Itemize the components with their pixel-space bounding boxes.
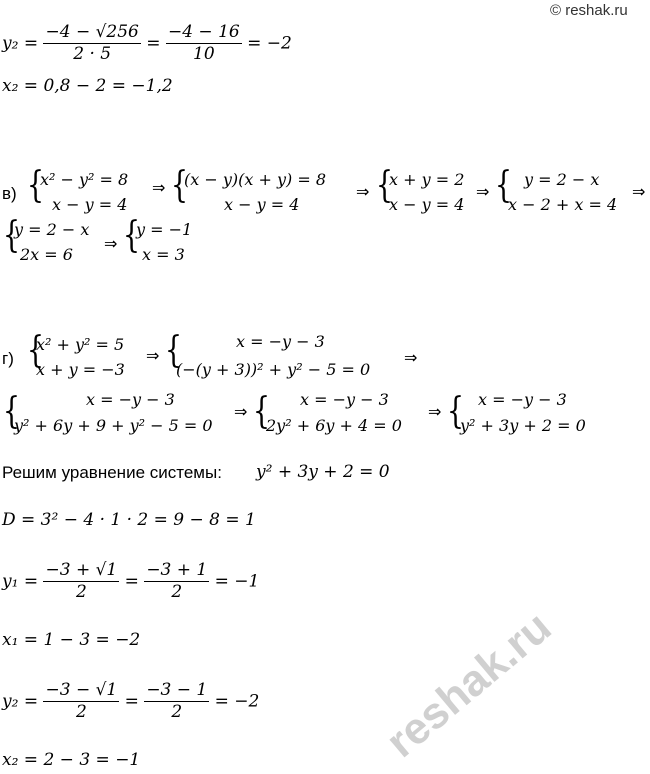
system-line: y = 2 − x	[524, 170, 600, 189]
system-line: x − 2 + x = 4	[508, 195, 618, 214]
system-line: x − y = 4	[224, 195, 300, 214]
part-g-label: г)	[2, 349, 14, 368]
brace: {	[2, 215, 21, 256]
y2-frac2-num: −4 − 16	[166, 22, 242, 44]
y2b-frac2	[144, 680, 209, 724]
solve-equation: y² + 3y + 2 = 0	[256, 462, 390, 482]
brace: {	[26, 165, 45, 206]
system-line: (−(y + 3))² + y² − 5 = 0	[176, 360, 371, 379]
y1-frac1-den: 2	[75, 582, 87, 603]
system-line: x = −y − 3	[300, 390, 389, 409]
y2-eq: =	[146, 33, 161, 54]
system-line: x + y = −3	[36, 360, 125, 379]
x1-line: x₁ = 1 − 3 = −2	[2, 630, 141, 650]
brace: {	[375, 165, 394, 206]
brace: {	[122, 215, 141, 256]
y1-frac2-den: 2	[171, 582, 183, 603]
y2b-frac2-den: 2	[171, 702, 183, 723]
brace: {	[2, 391, 21, 432]
implies-arrow: ⇒	[152, 178, 166, 197]
y1-lhs: y₁ =	[2, 571, 39, 592]
brace: {	[170, 165, 189, 206]
implies-arrow: ⇒	[632, 182, 646, 201]
y2-result: = −2	[247, 33, 292, 54]
brace: {	[494, 165, 513, 206]
y1-line: y₁ = $\frac{-3 + √1}{2}$ = $\frac{-3 + 1}{2}$ = −1	[2, 560, 260, 603]
implies-arrow: ⇒	[234, 402, 248, 421]
y2b-lhs: y₂ =	[2, 691, 39, 712]
x2-line-bottom: x₂ = 2 − 3 = −1	[2, 750, 141, 770]
system-line: x² − y² = 8	[40, 170, 129, 189]
y2-frac1	[43, 22, 140, 66]
y1-frac2-num: −3 + 1	[144, 560, 209, 582]
implies-arrow: ⇒	[356, 182, 370, 201]
system-line: 2y² + 6y + 4 = 0	[266, 416, 402, 435]
implies-arrow: ⇒	[428, 402, 442, 421]
implies-arrow: ⇒	[104, 234, 118, 253]
system-line: y = −1	[136, 220, 193, 239]
y2b-frac1	[43, 680, 119, 724]
y2b-result: = −2	[214, 691, 260, 712]
y1-frac1	[43, 560, 119, 604]
y2b-frac2-num: −3 − 1	[144, 680, 209, 702]
brace: {	[164, 330, 183, 371]
system-line: y = 2 − x	[14, 220, 90, 239]
y2-frac1-den: 2 · 5	[73, 44, 112, 65]
system-line: (x − y)(x + y) = 8	[184, 170, 327, 189]
brace: {	[446, 391, 465, 432]
system-line: y² + 6y + 9 + y² − 5 = 0	[14, 416, 213, 435]
brace: {	[252, 391, 271, 432]
y2-lhs: y₂ =	[2, 33, 39, 54]
y1-frac1-num: −3 + √1	[43, 560, 119, 582]
x2-line-top: x₂ = 0,8 − 2 = −1,2	[2, 76, 173, 96]
y2-frac1-num: −4 − √256	[43, 22, 140, 44]
system-line: 2x = 6	[20, 245, 73, 264]
part-v-label: в)	[2, 184, 17, 203]
system-line: x² + y² = 5	[36, 335, 125, 354]
system-line: x − y = 4	[52, 195, 128, 214]
system-line: x + y = 2	[389, 170, 465, 189]
watermark-diagonal: reshak.ru	[377, 602, 561, 768]
discriminant-line: D = 3² − 4 · 1 · 2 = 9 − 8 = 1	[2, 510, 256, 530]
implies-arrow: ⇒	[404, 348, 418, 367]
y1-frac2	[144, 560, 209, 604]
system-line: x − y = 4	[389, 195, 465, 214]
brace: {	[26, 330, 45, 371]
y2-line-top	[2, 22, 292, 66]
system-line: y² + 3y + 2 = 0	[460, 416, 586, 435]
y2-line: y₂ = $\frac{-3 - √1}{2}$ = $\frac{-3 - 1}{2}$ = −2	[2, 680, 260, 723]
y2-frac2	[166, 22, 242, 66]
watermark-corner: © reshak.ru	[550, 2, 628, 19]
solve-text: Решим уравнение системы:	[2, 463, 222, 482]
implies-arrow: ⇒	[146, 346, 160, 365]
implies-arrow: ⇒	[476, 182, 490, 201]
system-line: x = −y − 3	[478, 390, 567, 409]
system-line: x = 3	[142, 245, 185, 264]
y2-frac2-den: 10	[193, 44, 215, 65]
system-line: x = −y − 3	[86, 390, 175, 409]
y2b-frac1-den: 2	[75, 702, 87, 723]
system-line: x = −y − 3	[236, 332, 325, 351]
y2b-frac1-num: −3 − √1	[43, 680, 119, 702]
y1-result: = −1	[214, 571, 260, 592]
